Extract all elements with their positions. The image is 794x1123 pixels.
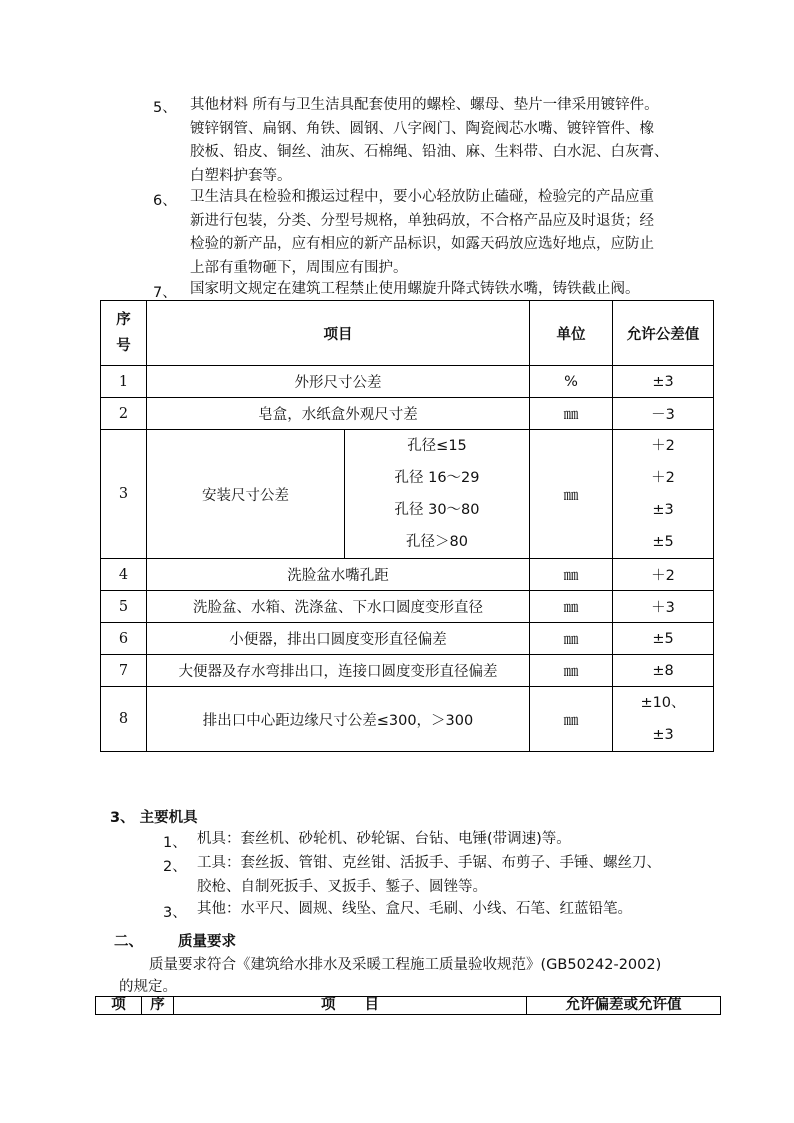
- row-seq: 1: [101, 366, 147, 398]
- section-number-quality: 二、: [114, 934, 143, 950]
- subtolerance: ±5: [652, 534, 674, 550]
- quality-table: [95, 996, 721, 1015]
- quality-paragraph-line: 质量要求符合《建筑给水排水及采暖工程施工质量验收规范》(GB50242-2002): [149, 957, 662, 973]
- list-text-line: 检验的新产品，应有相应的新产品标识，如露天码放应选好地点，应防止: [190, 236, 654, 252]
- row-seq: 7: [101, 655, 147, 687]
- table-row: [101, 430, 714, 559]
- row-item: 小便器，排出口圆度变形直径偏差: [147, 623, 530, 655]
- row-unit: ㎜: [530, 591, 613, 623]
- table-row: [101, 687, 714, 752]
- list-text-line: 上部有重物砸下，周围应有围护。: [190, 259, 408, 276]
- list-number: 6、: [153, 193, 177, 209]
- table-row: [101, 655, 714, 687]
- subtolerance: ±3: [652, 502, 674, 518]
- row-item: 外形尺寸公差: [147, 366, 530, 398]
- row-tolerance: ±8: [613, 655, 714, 687]
- header-unit: 单位: [530, 301, 613, 366]
- list-number: 2、: [163, 859, 187, 875]
- row-unit: ㎜: [530, 559, 613, 591]
- header-seq: 序: [142, 997, 174, 1015]
- row-subitems: [345, 430, 530, 559]
- list-number: 5、: [153, 100, 177, 116]
- row-tolerance: ＋2: [613, 559, 714, 591]
- row-item: 洗脸盆、水箱、洗涤盆、下水口圆度变形直径: [147, 591, 530, 623]
- list-text-line: 新进行包装，分类、分型号规格，单独码放，不合格产品应及时退货；经: [190, 212, 654, 229]
- list-number: 3、: [163, 905, 187, 921]
- row-item: 大便器及存水弯排出口，连接口圆度变形直径偏差: [147, 655, 530, 687]
- table-row: [101, 623, 714, 655]
- row-unit: ㎜: [530, 687, 613, 752]
- row-seq: 2: [101, 398, 147, 430]
- list-text-line: 卫生洁具在检验和搬运过程中，要小心轻放防止磕碰，检验完的产品应重: [190, 189, 654, 205]
- row-tolerance: [613, 687, 714, 752]
- row-tolerance: ±3: [613, 366, 714, 398]
- row-item: 洗脸盆水嘴孔距: [147, 559, 530, 591]
- list-text-line: 国家明文规定在建筑工程禁止使用螺旋升降式铸铁水嘴，铸铁截止阀。: [190, 281, 640, 297]
- list-text-line: 白塑料护套等。: [190, 167, 292, 184]
- subtolerance: ＋2: [651, 470, 675, 486]
- tolerance-line: ±10、: [640, 695, 686, 711]
- table-row: [101, 559, 714, 591]
- row-unit: ㎜: [530, 655, 613, 687]
- subitem: 孔径＞80: [406, 534, 468, 550]
- row-item: 皂盒，水纸盒外观尺寸差: [147, 398, 530, 430]
- row-item: 排出口中心距边缘尺寸公差≤300，＞300: [147, 687, 530, 752]
- list-text-line: 其他：水平尺、圆规、线坠、盒尺、毛刷、小线、石笔、红蓝铅笔。: [197, 901, 632, 917]
- subitem: 孔径 16～29: [394, 470, 480, 486]
- list-number: 7、: [153, 285, 177, 301]
- subitem: 孔径≤15: [407, 438, 467, 454]
- row-unit: ㎜: [530, 623, 613, 655]
- row-unit: ㎜: [530, 398, 613, 430]
- row-seq: 6: [101, 623, 147, 655]
- section-heading-quality: 质量要求: [178, 934, 236, 950]
- row-tolerance: －3: [613, 398, 714, 430]
- row-unit: %: [530, 366, 613, 398]
- header-item: 项 目: [174, 997, 527, 1015]
- list-text-line: 机具：套丝机、砂轮机、砂轮锯、台钻、电锤(带调速)等。: [197, 831, 571, 847]
- row-item: 安装尺寸公差: [147, 430, 345, 559]
- subitem: 孔径 30～80: [394, 502, 480, 518]
- list-text-line: 工具：套丝扳、管钳、克丝钳、活扳手、手锯、布剪子、手锤、螺丝刀、: [197, 855, 661, 871]
- row-seq: 5: [101, 591, 147, 623]
- header-tolerance: 允许公差值: [613, 301, 714, 366]
- header-item: 项目: [147, 301, 530, 366]
- table-row: [101, 366, 714, 398]
- table-header-row: [101, 301, 714, 366]
- header-allowance: 允许偏差或允许值: [527, 997, 721, 1015]
- list-text-line: 胶板、铅皮、铜丝、油灰、石棉绳、铅油、麻、生料带、白水泥、白灰膏、: [190, 144, 669, 160]
- tolerance-table: [100, 300, 714, 752]
- row-seq: 3: [101, 430, 147, 559]
- quality-paragraph-line: 的规定。: [119, 979, 177, 995]
- header-item-group: 项: [96, 997, 142, 1015]
- row-tolerances: [613, 430, 714, 559]
- list-text-line: 其他材料 所有与卫生洁具配套使用的螺栓、螺母、垫片一律采用镀锌件。: [190, 97, 659, 113]
- section-heading-tools: 3、 主要机具: [110, 810, 198, 826]
- list-number: 1、: [163, 835, 187, 851]
- table-header-row: [96, 997, 721, 1015]
- row-seq: 8: [101, 687, 147, 752]
- list-text-line: 胶枪、自制死扳手、叉扳手、錾子、圆锉等。: [197, 878, 487, 895]
- row-tolerance: ＋3: [613, 591, 714, 623]
- table-row: [101, 591, 714, 623]
- header-seq: 序 号: [101, 301, 147, 366]
- table-row: [101, 398, 714, 430]
- row-unit: ㎜: [530, 430, 613, 559]
- subtolerance: ＋2: [651, 438, 675, 454]
- tolerance-line: ±3: [652, 727, 674, 743]
- list-text-line: 镀锌钢管、扁钢、角铁、圆钢、八字阀门、陶瓷阀芯水嘴、镀锌管件、橡: [190, 120, 654, 137]
- row-tolerance: ±5: [613, 623, 714, 655]
- row-seq: 4: [101, 559, 147, 591]
